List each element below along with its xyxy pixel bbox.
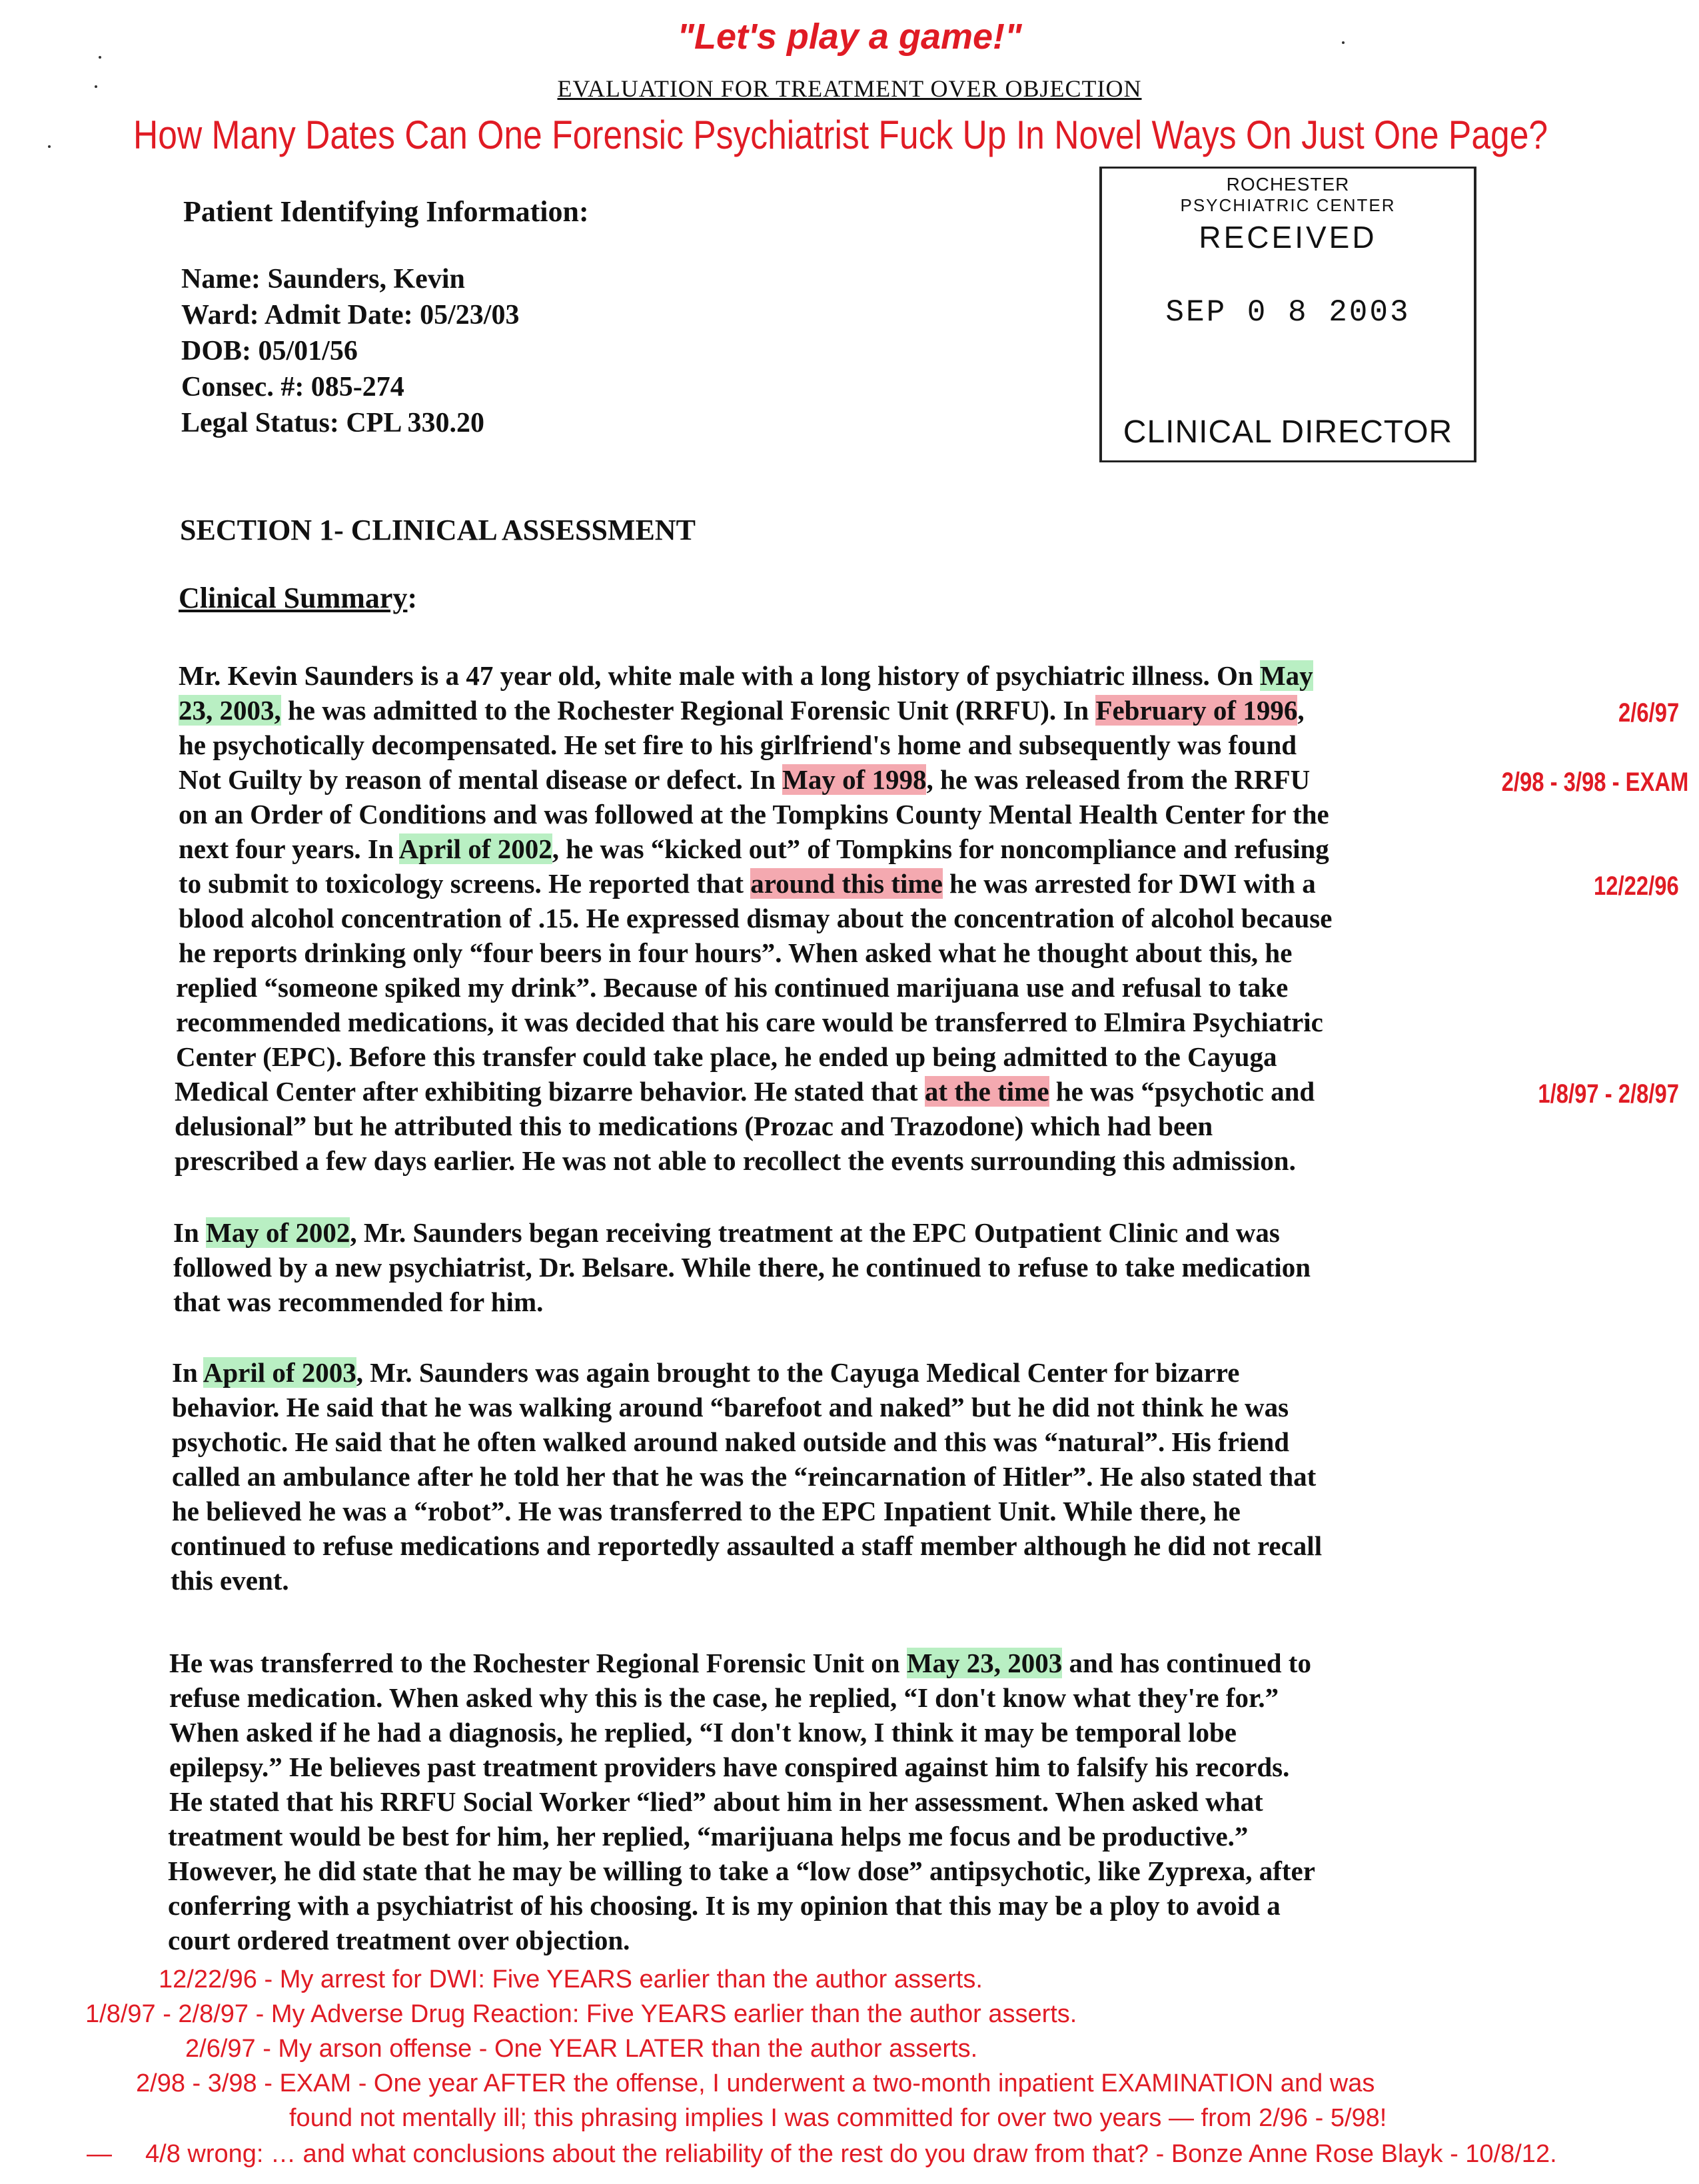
body-line: [172, 1357, 1239, 1388]
clinical-summary-colon: :: [407, 582, 418, 614]
line-text: continued to refuse medications and reportedly assaulted a staff member although he did not recall: [171, 1530, 1323, 1561]
line-text: he believed he was a “robot”. He was transferred to the EPC Inpatient Unit. While there, he: [172, 1496, 1241, 1526]
line-text: Mr. Kevin Saunders is a 47 year old, white male with a long history of psychiatric illness. On: [179, 660, 1260, 691]
highlight-correct-date: May of 2002: [206, 1217, 350, 1248]
body-line: [169, 1647, 1311, 1679]
line-text: court ordered treatment over objection.: [168, 1925, 630, 1955]
highlight-correct-date: May: [1259, 660, 1313, 691]
game-title: "Let's play a game!": [677, 17, 1022, 57]
margin-note-dwi-date: 12/22/96: [1594, 871, 1679, 901]
line-text: , Mr. Saunders was again brought to the Cayuga Medical Center for bizarre: [356, 1357, 1240, 1388]
footnote-arson: 2/6/97 - My arson offense - One YEAR LATER than the author asserts.: [185, 2035, 978, 2063]
body-line: [175, 1110, 1213, 1142]
line-text: that was recommended for him.: [173, 1287, 544, 1317]
line-text: , Mr. Saunders began receiving treatment at the EPC Outpatient Clinic and was: [350, 1217, 1280, 1248]
body-line: [179, 798, 1329, 830]
margin-note-adr-date: 1/8/97 - 2/8/97: [1538, 1079, 1679, 1109]
highlight-correct-date: 23, 2003,: [179, 695, 281, 726]
footnote-dash: —: [87, 2140, 112, 2168]
body-line: [173, 1217, 1280, 1249]
body-line: [172, 1391, 1289, 1423]
body-line: [169, 1751, 1289, 1783]
body-line: [169, 1716, 1237, 1748]
clinical-summary-text: Clinical Summary: [179, 582, 408, 614]
line-text: next four years. In: [179, 833, 399, 864]
body-line: [169, 1786, 1263, 1818]
clinical-summary-label: [179, 581, 417, 615]
line-text: followed by a new psychiatrist, Dr. Belsare. While there, he continued to refuse to take medication: [173, 1252, 1311, 1283]
line-text: he psychotically decompensated. He set fire to his girlfriend's home and subsequently was found: [179, 730, 1297, 760]
body-line: [168, 1924, 630, 1956]
line-text: epilepsy.” He believes past treatment providers have conspired against him to falsify his records.: [169, 1752, 1290, 1782]
line-text: He was transferred to the Rochester Regional Forensic Unit on: [169, 1648, 907, 1678]
patient-name: Name: Saunders, Kevin: [181, 264, 465, 294]
body-line: [172, 1426, 1289, 1458]
line-text: he reports drinking only “four beers in four hours”. When asked what he thought about this, he: [179, 937, 1293, 968]
patient-info-heading: Patient Identifying Information:: [183, 195, 589, 228]
body-line: [179, 764, 1310, 796]
line-text: recommended medications, it was decided that his care would be transferred to Elmira Psychiatric: [176, 1007, 1323, 1037]
highlight-wrong-date: at the time: [924, 1076, 1049, 1107]
footnote-exam-continued: found not mentally ill; this phrasing implies I was committed for over two years — from 2/96 - 5/98!: [289, 2104, 1387, 2132]
body-line: [168, 1890, 1281, 1921]
body-line: [172, 1460, 1316, 1492]
body-line: [179, 937, 1292, 969]
body-line: [171, 1564, 289, 1596]
highlight-wrong-date: February of 1996: [1095, 695, 1298, 726]
line-text: he was arrested for DWI with a: [942, 868, 1316, 899]
line-text: refuse medication. When asked why this is the case, he replied, “I don't know what they're for.”: [169, 1682, 1279, 1713]
body-line: [176, 1041, 1277, 1073]
body-line: [175, 1075, 1315, 1107]
stamp-date: SEP 0 8 2003: [1165, 295, 1411, 330]
line-text: Not Guilty by reason of mental disease or defect. In: [179, 764, 783, 795]
line-text: called an ambulance after he told her that he was the “reincarnation of Hitler”. He also stated that: [172, 1461, 1317, 1492]
received-stamp: [1099, 167, 1476, 462]
line-text: treatment would be best for him, her replied, “marijuana helps me focus and be productive.”: [168, 1821, 1249, 1852]
section-heading: SECTION 1- CLINICAL ASSESSMENT: [180, 514, 696, 546]
highlight-correct-date: May 23, 2003: [906, 1648, 1063, 1678]
line-text: delusional” but he attributed this to medications (Prozac and Trazodone) which had been: [175, 1111, 1213, 1141]
line-text: , he was “kicked out” of Tompkins for noncompliance and refusing: [552, 833, 1329, 864]
line-text: this event.: [171, 1565, 289, 1596]
line-text: ,: [1297, 695, 1305, 726]
stamp-line-1: ROCHESTER: [1226, 174, 1350, 195]
body-line: [171, 1530, 1322, 1562]
highlight-wrong-date: around this time: [750, 868, 943, 899]
body-line: [176, 971, 1288, 1003]
body-line: [179, 729, 1297, 761]
line-text: , he was released from the RRFU: [926, 764, 1311, 795]
body-line: [173, 1251, 1311, 1283]
body-line: [179, 694, 1305, 726]
line-text: In: [172, 1357, 203, 1388]
line-text: He stated that his RRFU Social Worker “lied” about him in her assessment. When asked what: [169, 1786, 1263, 1817]
line-text: to submit to toxicology screens. He reported that: [179, 868, 751, 899]
evaluation-title: EVALUATION FOR TREATMENT OVER OBJECTION: [557, 75, 1142, 102]
body-line: [176, 1006, 1323, 1038]
stamp-received: RECEIVED: [1199, 220, 1377, 255]
body-line: [168, 1820, 1248, 1852]
patient-legal-status: Legal Status: CPL 330.20: [181, 408, 485, 438]
line-text: Medical Center after exhibiting bizarre behavior. He stated that: [175, 1076, 925, 1107]
margin-note-exam-date: 2/98 - 3/98 - EXAM: [1501, 768, 1688, 797]
patient-dob: DOB: 05/01/56: [181, 336, 358, 366]
body-line: [179, 833, 1329, 865]
annotation-headline: How Many Dates Can One Forensic Psychiatrist Fuck Up In Novel Ways On Just One Page?: [133, 113, 1548, 157]
line-text: conferring with a psychiatrist of his choosing. It is my opinion that this may be a ploy to avoid a: [168, 1890, 1281, 1921]
line-text: and has continued to: [1062, 1648, 1311, 1678]
line-text: on an Order of Conditions and was followed at the Tompkins County Mental Health Center for the: [179, 799, 1329, 829]
highlight-correct-date: April of 2003: [203, 1357, 356, 1388]
line-text: behavior. He said that he was walking around “barefoot and naked” but he did not think he was: [172, 1392, 1289, 1422]
line-text: psychotic. He said that he often walked around naked outside and this was “natural”. His friend: [172, 1426, 1290, 1457]
body-line: [179, 660, 1313, 692]
speck: [48, 145, 51, 148]
body-line: [168, 1855, 1315, 1887]
patient-info-block: [181, 261, 519, 441]
body-line: [169, 1682, 1279, 1714]
body-line: [172, 1495, 1241, 1527]
footnote-exam: 2/98 - 3/98 - EXAM - One year AFTER the offense, I underwent a two-month inpatient EXAMINATION and was: [136, 2069, 1375, 2097]
line-text: replied “someone spiked my drink”. Because of his continued marijuana use and refusal to take: [176, 972, 1289, 1003]
stamp-clinical-director: CLINICAL DIRECTOR: [1123, 414, 1453, 450]
stamp-line-2: PSYCHIATRIC CENTER: [1180, 195, 1396, 215]
line-text: he was “psychotic and: [1049, 1076, 1315, 1107]
footnote-dwi: 12/22/96 - My arrest for DWI: Five YEARS earlier than the author asserts.: [159, 1965, 983, 1993]
patient-ward: Ward: Admit Date: 05/23/03: [181, 300, 520, 330]
line-text: In: [173, 1217, 207, 1248]
patient-consec: Consec. #: 085-274: [181, 372, 404, 402]
body-line: [179, 867, 1316, 899]
footnote-adr: 1/8/97 - 2/8/97 - My Adverse Drug Reaction: Five YEARS earlier than the author asserts.: [85, 2000, 1077, 2028]
line-text: When asked if he had a diagnosis, he replied, “I don't know, I think it may be temporal lobe: [169, 1717, 1237, 1748]
line-text: he was admitted to the Rochester Regional Forensic Unit (RRFU). In: [281, 695, 1096, 726]
line-text: prescribed a few days earlier. He was not able to recollect the events surrounding this admission.: [175, 1145, 1296, 1176]
highlight-correct-date: April of 2002: [398, 833, 552, 864]
body-line: [175, 1145, 1296, 1177]
line-text: However, he did state that he may be willing to take a “low dose” antipsychotic, like Zyprexa, after: [168, 1856, 1315, 1886]
body-line: [173, 1286, 543, 1318]
body-line: [179, 902, 1332, 934]
line-text: Center (EPC). Before this transfer could take place, he ended up being admitted to the Cayuga: [176, 1041, 1277, 1072]
highlight-wrong-date: May of 1998: [782, 764, 927, 795]
footnote-conclusion: 4/8 wrong: … and what conclusions about the reliability of the rest do you draw from that? - Bonze Anne Rose Blayk - 10/8/12.: [145, 2140, 1557, 2168]
line-text: blood alcohol concentration of .15. He expressed dismay about the concentration of alcohol because: [179, 903, 1333, 933]
margin-note-arson-date: 2/6/97: [1618, 698, 1679, 728]
